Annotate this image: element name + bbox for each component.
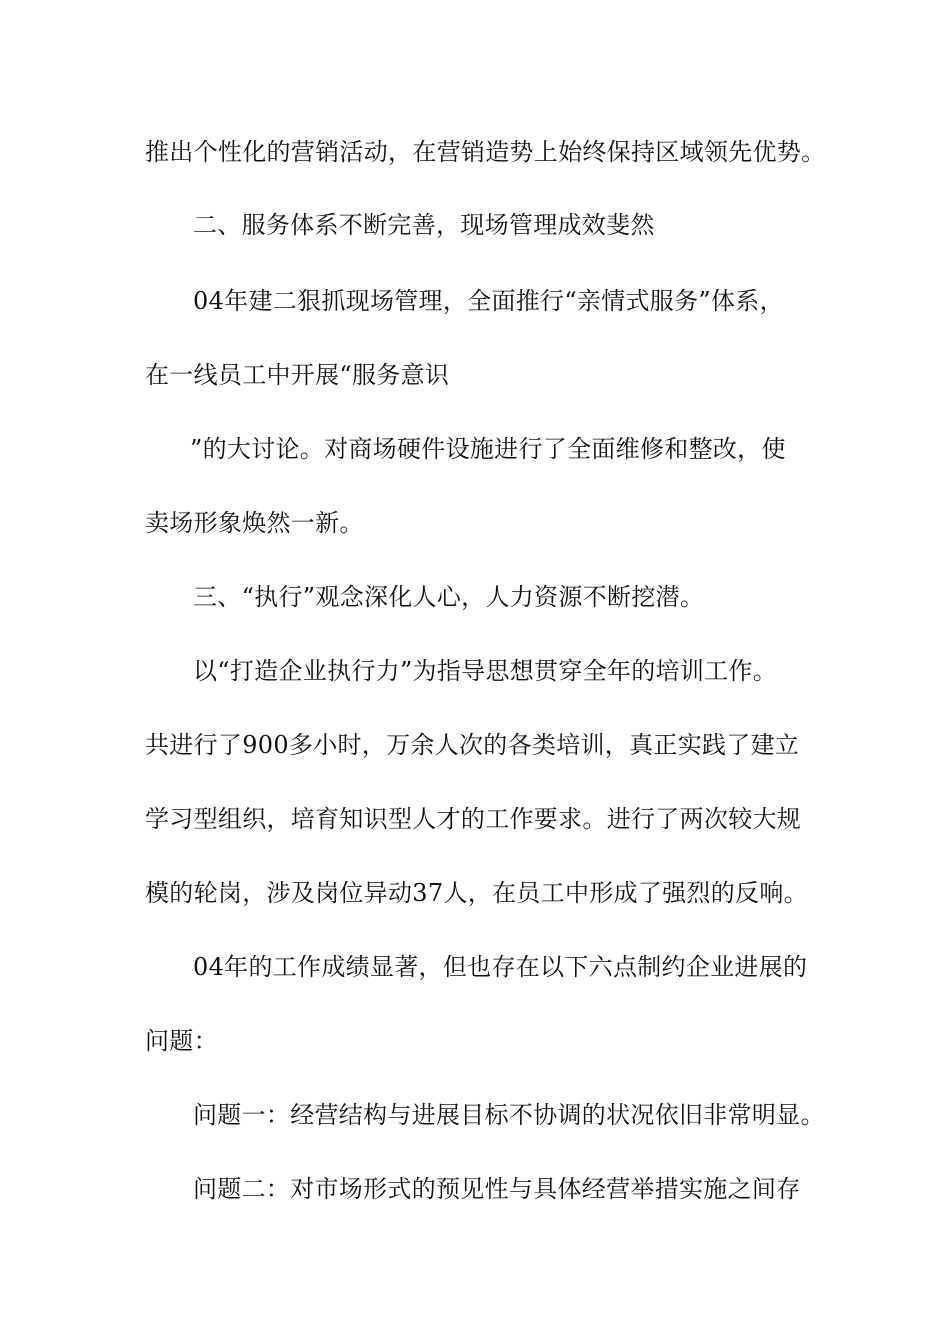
paragraph-line: 学习型组织，培育知识型人才的工作要求。进行了两次较大规 [145,805,802,833]
paragraph-line: 04年建二狠抓现场管理，全面推行“亲情式服务”体系， [193,287,784,315]
paragraph-line: 模的轮岗，涉及岗位异动37人，在员工中形成了强烈的反响。 [145,879,808,907]
paragraph-line: 以“打造企业执行力”为指导思想贯穿全年的培训工作。 [193,657,778,685]
paragraph-line: ”的大讨论。对商场硬件设施进行了全面维修和整改，使 [190,435,786,463]
paragraph-line: 共进行了900多小时，万余人次的各类培训，真正实践了建立 [145,731,800,759]
section-heading: 二、服务体系不断完善，现场管理成效斐然 [193,211,655,239]
paragraph-line: 推出个性化的营销活动，在营销造势上始终保持区域领先优势。 [145,138,826,166]
paragraph-line: 问题二：对市场形式的预见性与具体经营举措实施之间存 [193,1175,801,1203]
paragraph-line: 04年的工作成绩显著，但也存在以下六点制约企业进展的 [193,953,808,981]
paragraph-line: 问题一：经营结构与进展目标不协调的状况依旧非常明显。 [193,1101,825,1129]
paragraph-line: 问题： [145,1027,218,1055]
section-heading: 三、“执行”观念深化人心，人力资源不断挖潜。 [193,583,705,611]
paragraph-line: 卖场形象焕然一新。 [145,509,364,537]
paragraph-line: 在一线员工中开展“服务意识 [145,361,450,389]
